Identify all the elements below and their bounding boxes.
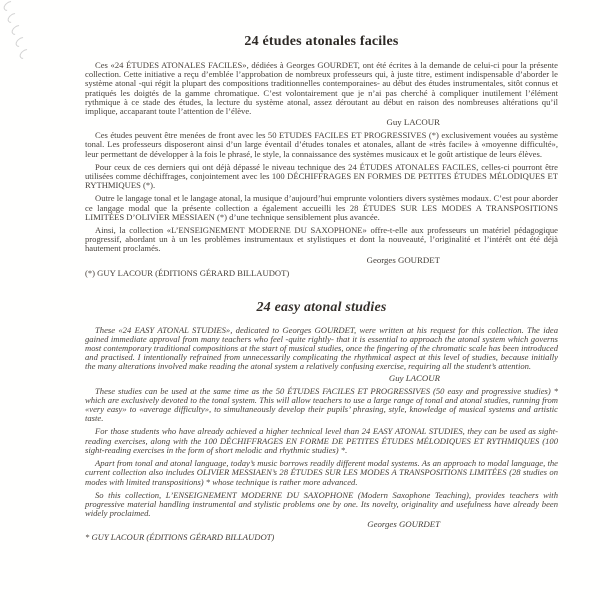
french-paragraph-4: Outre le langage tonal et le langage atonal, la musique d’aujourd’hui emprunte volontiers divers systèmes modaux. C’est pour aborder ce langage modal que la présente collection a également accueilli les 28 ÉTUDES SUR LES MODES A TRANSPOSITIONS LIMITÉES D’OLIVIER MESSIAEN (*) d’une technique sensiblement plus avancée. — [85, 193, 558, 222]
english-paragraph-1: These «24 EASY ATONAL STUDIES», dedicated to Georges GOURDET, were written at his request for this collection. The idea gained immediate approval from many teachers who feel -quite rightly- that it is essential to approach the atonal system which governs most contemporary traditional compositions at the start of musical studies, once the fingering of the chromatic scale has been introduced and practised. I intentionally refrained from unnecessarily complicating the rhythmical aspect at this level of studies, because initially the many alterations involved make reading the atonal system a relatively confusing exercise, requiring all the student’s attention. — [85, 324, 558, 372]
english-footnote: * GUY LACOUR (ÉDITIONS GÉRARD BILLAUDOT) — [85, 532, 275, 543]
english-title: 24 easy atonal studies — [256, 299, 387, 315]
binding-coil-icon — [18, 47, 32, 61]
french-paragraph-2: Ces études peuvent être menées de front avec les 50 ETUDES FACILES ET PROGRESSIVES (*) exclusivement vouées au système tonal. Les professeurs disposeront ainsi d’un large éventail d’études tonales et atonales, allant de «très facile» à «moyenne difficulté», leur permettant de développer à la fois le phrasé, le style, la connaissance des systèmes musicaux et le goût artistique de leurs élèves. — [85, 130, 558, 159]
french-footnote: (*) GUY LACOUR (ÉDITIONS GÉRARD BILLAUDOT) — [85, 267, 290, 278]
binding-coil-icon — [14, 35, 28, 49]
english-paragraph-3: For those students who have already achieved a higher technical level than 24 EASY ATONAL STUDIES, they can be used as sight-reading exercises, along with the 100 DÉCHIFFRAGES EN FORME DE PETITES ÉTUDES MÉLODIQUES ET RYTHMIQUES (100 sight-reading exercises in the form of short melodic and rhythmic studies) *. — [85, 426, 558, 455]
binding-coil-icon — [10, 23, 24, 37]
french-signature-gourdet: Georges GOURDET — [366, 254, 440, 265]
binding-coil-icon — [6, 11, 20, 25]
french-signature-lacour: Guy LACOUR — [386, 117, 440, 128]
english-signature-lacour: Guy LACOUR — [388, 372, 440, 383]
french-paragraph-3: Pour ceux de ces derniers qui ont déjà dépassé le niveau technique des 24 ÉTUDES ATONALES FACILES, celles-ci pourront être utilisées comme déchiffrages, conjointement avec les 100 DÉCHIFFRAGES EN FORMES DE PETITES ÉTUDES MÉLODIQUES ET RYTHMIQUES (*). — [85, 161, 558, 191]
binding-coil-icon — [2, 0, 16, 13]
spiral-binding-icon — [0, 0, 30, 70]
english-paragraph-5: So this collection, L’ENSEIGNEMENT MODERNE DU SAXOPHONE (Modern Saxophone Teaching), provides teachers with progressive material handling instrumental and stylistic problems one by one. Its novelty, originality and usefulness have already been widely proclaimed. — [85, 489, 558, 519]
english-paragraph-2: These studies can be used at the same time as the 50 ÉTUDES FACILES ET PROGRESSIVES (50 easy and progressive studies) * which are exclusively devoted to the tonal system. This will allow teachers to use a large range of tonal and atonal studies, running from «very easy» to «average difficulty», to simultaneously develop their pupils’ phrasing, style, knowledge of musical systems and artistic taste. — [85, 385, 558, 424]
english-signature-gourdet: Georges GOURDET — [367, 519, 440, 530]
page-content — [85, 0, 558, 542]
french-paragraph-5: Ainsi, la collection «L’ENSEIGNEMENT MODERNE DU SAXOPHONE» offre-t-elle aux professeurs un matériel pédagogique progressif, abordant un à un les problèmes instrumentaux et stylistiques et dont la nouveauté, l’originalité et l’intérêt ont été déjà hautement proclamés. — [85, 225, 558, 254]
french-title: 24 études atonales faciles — [244, 34, 399, 49]
french-paragraph-1: Ces «24 ÉTUDES ATONALES FACILES», dédiées à Georges GOURDET, ont été écrites à la demande de celui-ci pour la présente collection. Cette initiative a reçu d’emblée l’approbation de nombreux professeurs qui, à juste titre, estiment indispensable d’aborder le système atonal -qui régit la plupart des compositions traditionnelles contemporaines- au début des études instrumentales, sitôt connus et pratiqués les doigtés de la gamme chromatique. C’est volontairement que je n’ai pas cherché à compliquer inutilement l’élément rythmique à ce stade des études, la lecture du système atonal, assez déroutant au début en raison des nombreuses altérations qu’il implique, accaparant toute l’attention de l’élève. — [85, 60, 558, 117]
english-paragraph-4: Apart from tonal and atonal language, today’s music borrows readily different modal systems. As an approach to modal language, the current collection also includes OLIVIER MESSIAEN’s 28 ÉTUDES SUR LES MODES A TRANSPOSITIONS LIMITÉES (28 studies on modes with limited transpositions) * whose technique is rather more advanced. — [85, 458, 558, 487]
